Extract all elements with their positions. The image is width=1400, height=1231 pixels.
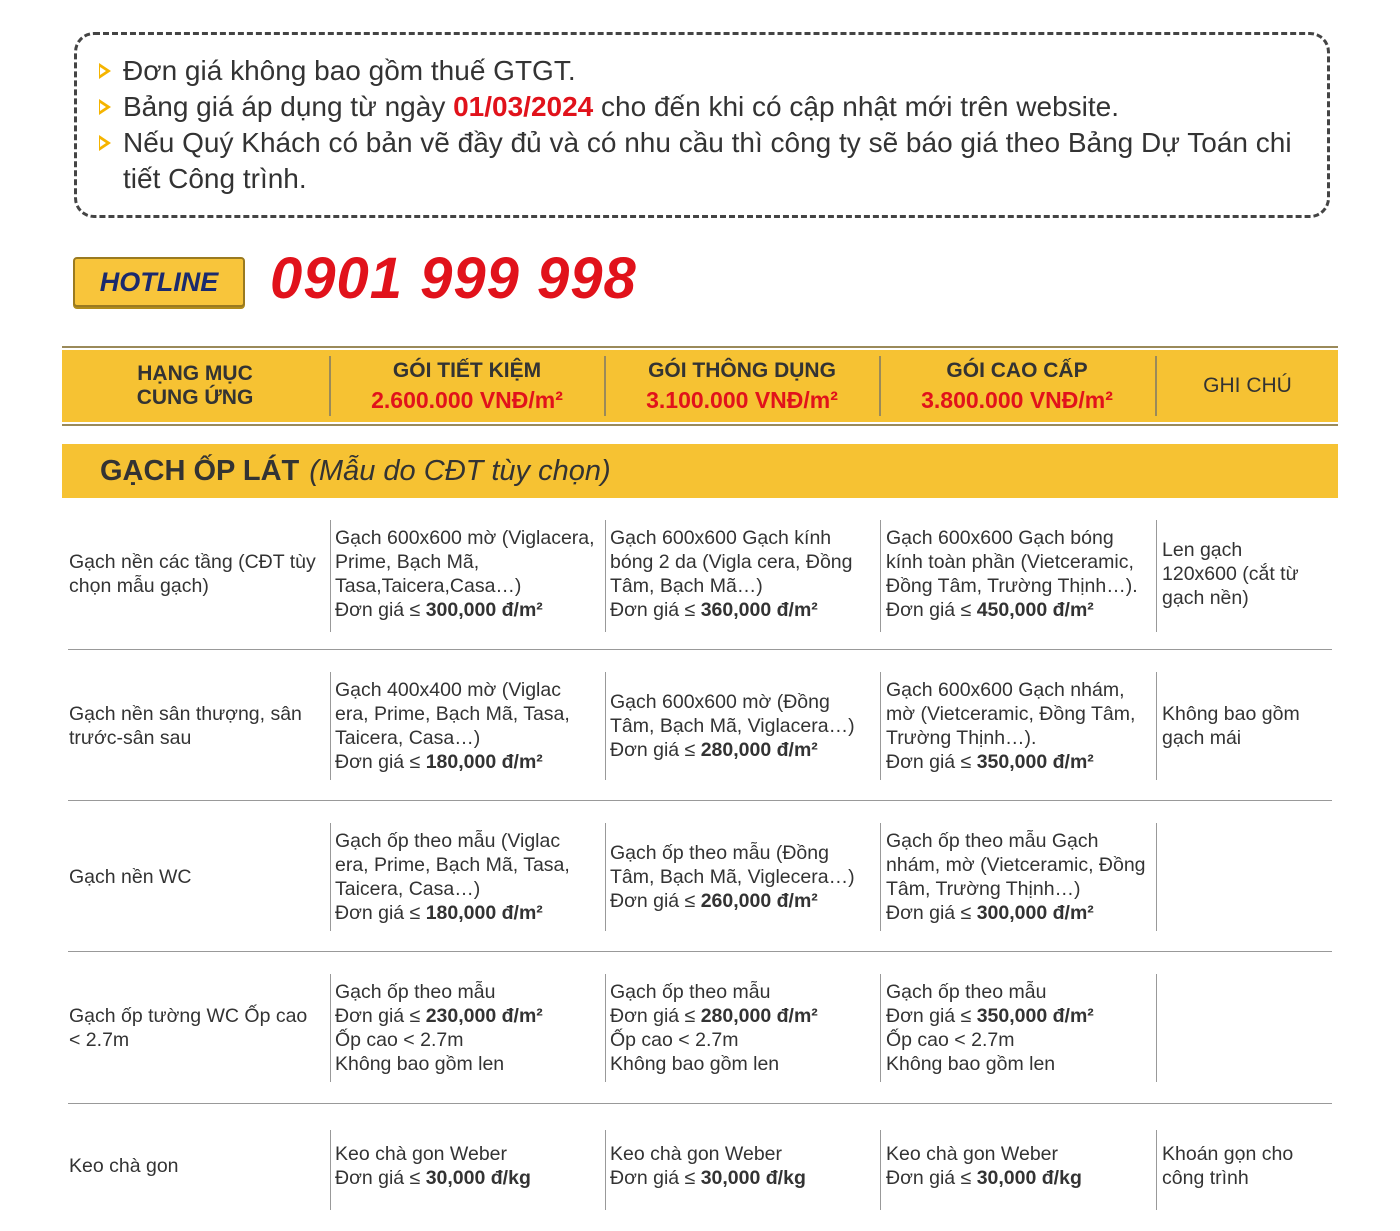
table-cell: Gạch 600x600 mờ (Viglacera, Prime, Bạch Mã, Tasa,Taicera,Casa…) Đơn giá ≤ 300,000 đ/m² [335,527,595,621]
note-text: Bảng giá áp dụng từ ngày [123,91,454,122]
table-row-item: Gạch nền các tầng (CĐT tùy chọn mẫu gạch) [69,551,316,597]
column-divider [605,672,606,780]
section-title-bar [62,444,1338,498]
package-name: GÓI TIẾT KIỆM [392,358,542,382]
note-text: cho đến khi có cập nhật mới trên website. [593,91,1120,122]
header-label: CUNG ỨNG [136,386,254,409]
column-divider [330,974,331,1082]
column-divider [880,1130,881,1210]
package-name: GÓI THÔNG DỤNG [648,358,836,382]
column-divider [330,823,331,931]
notes-box [74,32,1330,218]
table-cell-note [1162,815,1322,939]
column-divider [880,974,881,1082]
header-label: GHI CHÚ [1203,374,1292,397]
table-cell-note: Khoán gọn cho công trình [1162,1143,1294,1189]
column-divider [1156,520,1157,632]
section-subtitle: (Mẫu do CĐT tùy chọn) [309,454,611,487]
table-row-item: Gạch nền sân thượng, sân trước-sân sau [69,703,302,749]
package-name: GÓI CAO CẤP [946,358,1088,382]
row-divider [68,951,1332,952]
table-cell: Keo chà gon Weber Đơn giá ≤ 30,000 đ/kg [610,1143,806,1189]
header-bottom-rule [62,424,1338,426]
table-row-item: Gạch ốp tường WC Ốp cao < 2.7m [69,1005,308,1051]
header-col-item [62,350,328,422]
row-divider [68,800,1332,801]
column-divider [1156,672,1157,780]
table-cell: Keo chà gon Weber Đơn giá ≤ 30,000 đ/kg [886,1143,1082,1189]
table-cell: Gạch ốp theo mẫu Gạch nhám, mờ (Vietceramic, Đồng Tâm, Trường Thịnh…) Đơn giá ≤ 300,000 đ/m² [886,830,1146,924]
table-cell: Gạch ốp theo mẫu Đơn giá ≤ 230,000 đ/m² Ốp cao < 2.7m Không bao gồm len [335,981,543,1075]
header-top-rule [62,346,1338,348]
column-divider [1156,823,1157,931]
note-text: Đơn giá không bao gồm thuế GTGT. [123,55,576,86]
hotline-badge [73,257,245,307]
column-divider [1156,974,1157,1082]
table-row-item: Gạch nền WC [69,866,192,888]
column-divider [605,823,606,931]
note-item [99,89,1303,125]
hotline-label: HOTLINE [99,267,219,297]
column-divider [605,974,606,1082]
table-cell: Gạch 600x600 Gạch nhám, mờ (Vietceramic, Đồng Tâm, Trường Thịnh…). Đơn giá ≤ 350,000 đ/m² [886,679,1136,773]
header-col-standard [606,350,878,422]
table-cell: Gạch ốp theo mẫu (Viglac era, Prime, Bạch Mã, Tasa, Taicera, Casa…) Đơn giá ≤ 180,000 đ/m² [335,830,570,924]
table-cell: Gạch ốp theo mẫu Đơn giá ≤ 280,000 đ/m² Ốp cao < 2.7m Không bao gồm len [610,981,818,1075]
row-divider [68,649,1332,650]
column-divider [330,520,331,632]
effective-date: 01/03/2024 [453,91,594,122]
table-cell-note [1162,966,1322,1090]
note-item [99,125,1303,197]
column-divider [330,672,331,780]
table-cell: Gạch ốp theo mẫu (Đồng Tâm, Bạch Mã, Viglecera…) Đơn giá ≤ 260,000 đ/m² [610,842,855,912]
table-cell: Gạch ốp theo mẫu Đơn giá ≤ 350,000 đ/m² Ốp cao < 2.7m Không bao gồm len [886,981,1094,1075]
note-text: Nếu Quý Khách có bản vẽ đầy đủ và có nhu cầu thì công ty sẽ báo giá theo Bảng Dự Toán chi tiết Công trình. [123,127,1292,194]
column-divider [880,672,881,780]
column-divider [605,1130,606,1210]
table-cell-note: Len gạch 120x600 (cắt từ gạch nền) [1162,539,1299,609]
column-divider [330,1130,331,1210]
header-col-note [1157,350,1338,422]
column-divider [605,520,606,632]
package-price: 3.800.000 VNĐ/m² [921,386,1113,413]
table-cell: Gạch 600x600 Gạch kính bóng 2 da (Vigla cera, Đồng Tâm, Bạch Mã…) Đơn giá ≤ 360,000 đ/m² [610,527,853,621]
package-price: 2.600.000 VNĐ/m² [371,386,563,413]
column-divider [880,823,881,931]
triangle-bullet-icon [99,135,111,151]
hotline-number[interactable]: 0901 999 998 [270,246,637,311]
table-cell-note: Không bao gồm gạch mái [1162,703,1300,749]
table-cell: Gạch 400x400 mờ (Viglac era, Prime, Bạch Mã, Tasa, Taicera, Casa…) Đơn giá ≤ 180,000 đ/m² [335,679,570,773]
column-divider [880,520,881,632]
triangle-bullet-icon [99,99,111,115]
table-row-item: Keo chà gon [69,1155,179,1177]
package-price: 3.100.000 VNĐ/m² [646,386,838,413]
table-cell: Gạch 600x600 mờ (Đồng Tâm, Bạch Mã, Viglacera…) Đơn giá ≤ 280,000 đ/m² [610,691,855,761]
header-col-economy [331,350,603,422]
table-cell: Gạch 600x600 Gạch bóng kính toàn phần (Vietceramic, Đồng Tâm, Trường Thịnh…). Đơn giá ≤ 450,000 đ/m² [886,527,1138,621]
triangle-bullet-icon [99,63,111,79]
column-divider [1156,1130,1157,1210]
table-cell: Keo chà gon Weber Đơn giá ≤ 30,000 đ/kg [335,1143,531,1189]
note-item [99,53,1303,89]
row-divider [68,1103,1332,1104]
section-title: GẠCH ỐP LÁT [100,454,300,487]
header-label: HẠNG MỤC [137,362,253,385]
header-col-premium [881,350,1153,422]
